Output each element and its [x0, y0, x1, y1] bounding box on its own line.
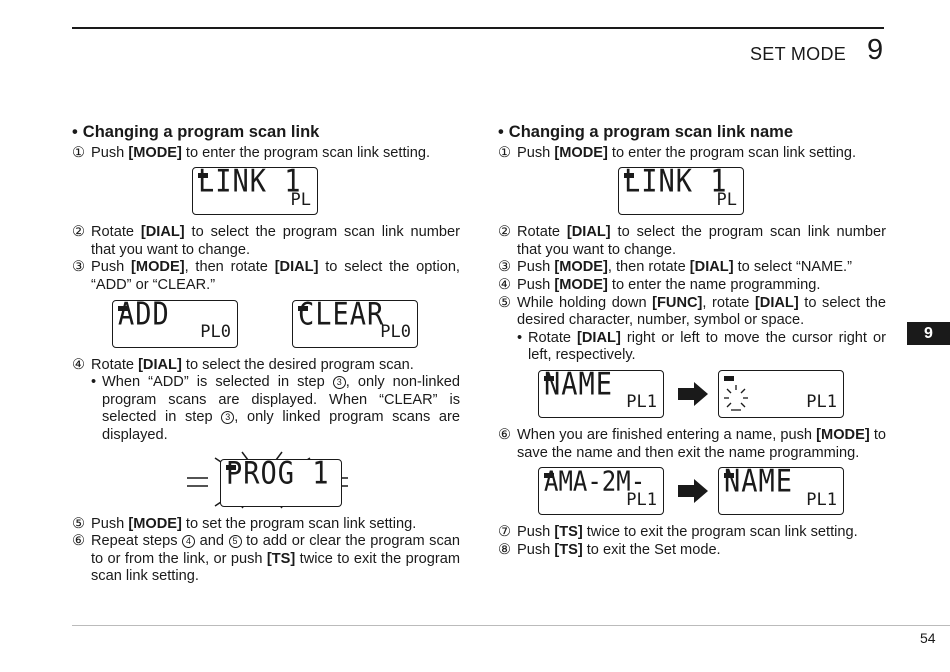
left-column: [72, 124, 460, 586]
right-lcd-row-2: [498, 366, 886, 423]
right-step-7: ⑦ Push [TS] twice to exit the program scan link setting.: [498, 524, 858, 541]
lcd-display-name: NAME PL1: [538, 370, 664, 418]
left-step-1: ① Push [MODE] to enter the program scan link setting.: [72, 144, 431, 161]
lcd-display-prog: PROG 1: [220, 459, 342, 507]
left-step-4-note: • When “ADD” is selected in step 3 , only non-linked program scans are displayed. When “CLEAR” is selected in step 3 , only linked program scans are displayed.: [91, 374, 460, 443]
right-step-5-note: • Rotate [DIAL] right or left to move the cursor right or left, respectively.: [517, 329, 886, 364]
right-step-1: ① Push [MODE] to enter the program scan link setting.: [498, 144, 857, 161]
left-step-6: ⑥ Repeat steps 4 and 5 to add or clear the program scan to or from the link, or push [TS] twice to exit the program scan link setting.: [72, 533, 460, 585]
right-step-6: ⑥ When you are finished entering a name, push [MODE] to save the name and then exit the name programming.: [498, 426, 886, 461]
lcd-display-cursor: PL1: [718, 370, 844, 418]
left-lcd-row-3: [72, 450, 460, 512]
left-step-2: ② Rotate [DIAL] to select the program scan link number that you want to change.: [72, 224, 460, 258]
right-step-8: ⑧ Push [TS] to exit the Set mode.: [498, 541, 721, 558]
header-rule: [72, 27, 884, 29]
right-arrow-icon: [678, 479, 708, 503]
lcd-display-link1: LINK 1 PL: [192, 167, 318, 215]
left-lcd-row-2: [72, 296, 460, 353]
page-number: 54: [920, 630, 936, 646]
lcd-display-add: ADD PL0: [112, 300, 238, 348]
lcd-display-name-saved: NAME PL1: [718, 467, 844, 515]
footer-rule: [72, 625, 884, 626]
right-step-2: ② Rotate [DIAL] to select the program scan link number that you want to change.: [498, 224, 886, 258]
right-step-4: ④ Push [MODE] to enter the name programming.: [498, 276, 821, 293]
left-step-5: ⑤ Push [MODE] to set the program scan link setting.: [72, 515, 417, 532]
right-step-3: ③ Push [MODE], then rotate [DIAL] to select “NAME.”: [498, 259, 852, 276]
lcd-display-link1: LINK 1 PL: [618, 167, 744, 215]
left-heading: • Changing a program scan link: [72, 123, 320, 141]
section-title: SET MODE: [750, 44, 847, 64]
left-step-4: ④ Rotate [DIAL] to select the desired program scan.: [72, 356, 414, 373]
left-lcd-row-1: [72, 164, 460, 220]
chapter-side-tab: 9: [907, 322, 950, 345]
lcd-display-clear: CLEAR PL0: [292, 300, 418, 348]
right-lcd-row-1: [498, 164, 886, 220]
footer-rule-right: [884, 625, 950, 626]
lcd-display-ama: AMA-2M- PL1: [538, 467, 664, 515]
right-column: [498, 124, 886, 559]
left-step-3: ③ Push [MODE], then rotate [DIAL] to select the option, “ADD” or “CLEAR.”: [72, 259, 460, 293]
right-lcd-row-3: [498, 464, 886, 520]
chapter-number: 9: [867, 34, 884, 66]
right-heading: • Changing a program scan link name: [498, 123, 794, 141]
right-step-5: ⑤ While holding down [FUNC], rotate [DIAL] to select the desired character, number, symbol or space.: [498, 294, 886, 329]
right-arrow-icon: [678, 382, 708, 406]
